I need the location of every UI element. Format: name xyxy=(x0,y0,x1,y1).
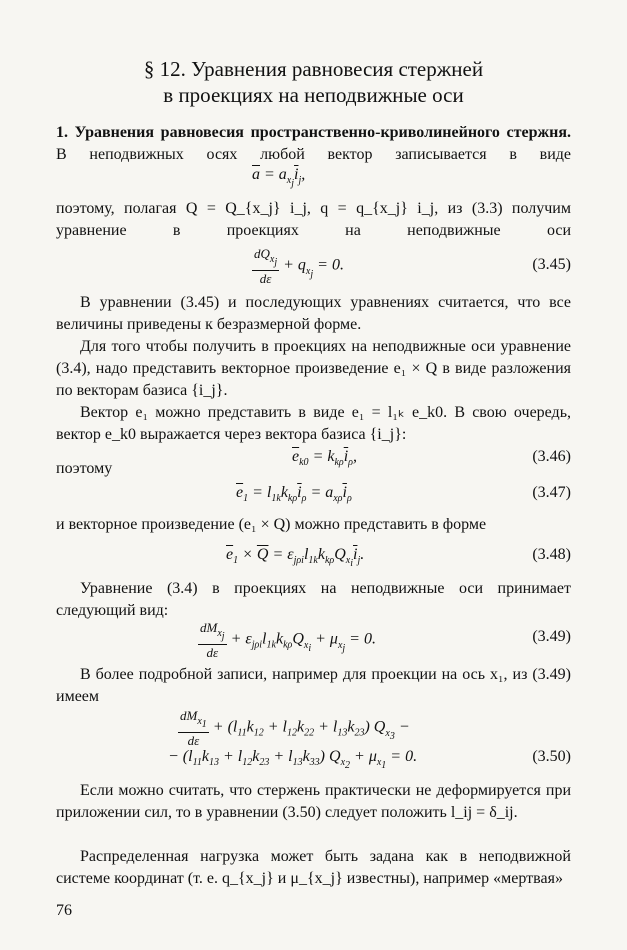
paragraph-1-text: В неподвижных осях любой вектор записывается в виде xyxy=(56,146,571,163)
equation-3-48 xyxy=(56,546,571,570)
paragraph-7: и векторное произведение (e₁ × Q) можно представить в форме xyxy=(56,516,487,533)
equation-3-50-line1-body: $\frac{dM_{x_1}}{d\varepsilon}$ + $(l_{11}k_{12} + l_{12}k_{22} + l_{13}k_{23}) Q_{x_3}$ − xyxy=(180,708,410,748)
subsection-heading: 1. Уравнения равновесия пространственно-криволинейного стержня. xyxy=(56,124,571,141)
equation-3-47-number: (3.47) xyxy=(532,484,571,501)
equation-a xyxy=(56,166,571,190)
equation-3-45-number: (3.45) xyxy=(532,256,571,273)
paragraph-5: Вектор e₁ можно представить в виде e₁ = l₁ₖ e_k0. В свою очередь, вектор e_k0 выражается через вектора базиса {i_j}: xyxy=(56,404,571,443)
equation-3-50-line2-body: − $(l_{11}k_{13} + l_{12}k_{23} + l_{13}k_{33}) Q_{x_2} + \mu_{x_1} = 0$. xyxy=(168,748,418,772)
section-title-line2: в проекциях на неподвижные оси xyxy=(163,83,464,107)
equation-3-45 xyxy=(56,246,571,286)
paragraph-2-text: поэтому, полагая Q = Q_{x_j} i_j, q = q_{x_j} i_j, из (3.3) получим уравнение в проекциях на неподвижные оси xyxy=(56,200,571,239)
equation-3-50-line1 xyxy=(56,708,571,748)
equation-3-50-line2 xyxy=(56,748,571,772)
equation-3-48-body: $\overline{e}_1 \times \overline{Q} = \varepsilon_{j\rho i}l_{1k}k_{k\rho}Q_{x_i}\overline{i}_j$. xyxy=(226,546,365,570)
section-title-line1: § 12. Уравнения равновесия стержней xyxy=(143,57,484,81)
equation-3-45-body: $\frac{dQ_{x_j}}{d\varepsilon}$ + $q_{x_j} = 0$. xyxy=(254,246,344,286)
paragraph-8: Уравнение (3.4) в проекциях на неподвижные оси принимает следующий вид: xyxy=(56,580,571,619)
paragraph-9: В более подробной записи, например для проекции на ось x₁, из (3.49) имеем xyxy=(56,666,571,705)
equation-3-49-number: (3.49) xyxy=(532,628,571,645)
paragraph-4: Для того чтобы получить в проекциях на неподвижные оси уравнение (3.4), надо представить векторное произведение e₁ × Q в виде разложения по векторам базиса {i_j}. xyxy=(56,338,571,399)
page xyxy=(56,0,571,950)
equation-3-46-body: $\overline{e}_{k0} = k_{k\rho}\overline{i}_\rho$, xyxy=(292,448,357,469)
equation-3-46-number: (3.46) xyxy=(532,448,571,465)
equation-3-50-number: (3.50) xyxy=(532,748,571,765)
equation-3-49-body: $\frac{dM_{x_j}}{d\varepsilon}$ + $\varepsilon_{j\rho i}l_{1k}k_{k\rho}Q_{x_i} + \mu_{x_j} = 0$. xyxy=(200,620,376,660)
equation-a-body: $\overline{a} = a_{x_j}\overline{i}_j$, xyxy=(252,166,306,190)
equation-3-49 xyxy=(56,620,571,660)
paragraph-10: Если можно считать, что стержень практически не деформируется при приложении сил, то в уравнении (3.50) следует положить l_ij = δ_ij. xyxy=(56,782,571,821)
equation-3-48-number: (3.48) xyxy=(532,546,571,563)
paragraph-6: поэтому xyxy=(56,460,113,477)
equation-3-47 xyxy=(56,484,571,508)
equation-3-47-body: $\overline{e}_1 = l_{1k}k_{k\rho}\overline{i}_\rho = a_{x\rho}\overline{i}_\rho$ xyxy=(236,484,352,505)
paragraph-1 xyxy=(56,122,571,166)
paragraph-11: Распределенная нагрузка может быть задана как в неподвижной системе координат (т. е. q_{x_j} и μ_{x_j} известны), например «мертвая» xyxy=(56,848,571,887)
paragraph-3: В уравнении (3.45) и последующих уравнениях считается, что все величины приведены к безразмерной форме. xyxy=(56,294,571,333)
paragraph-2 xyxy=(56,198,571,242)
page-number: 76 xyxy=(56,902,72,919)
